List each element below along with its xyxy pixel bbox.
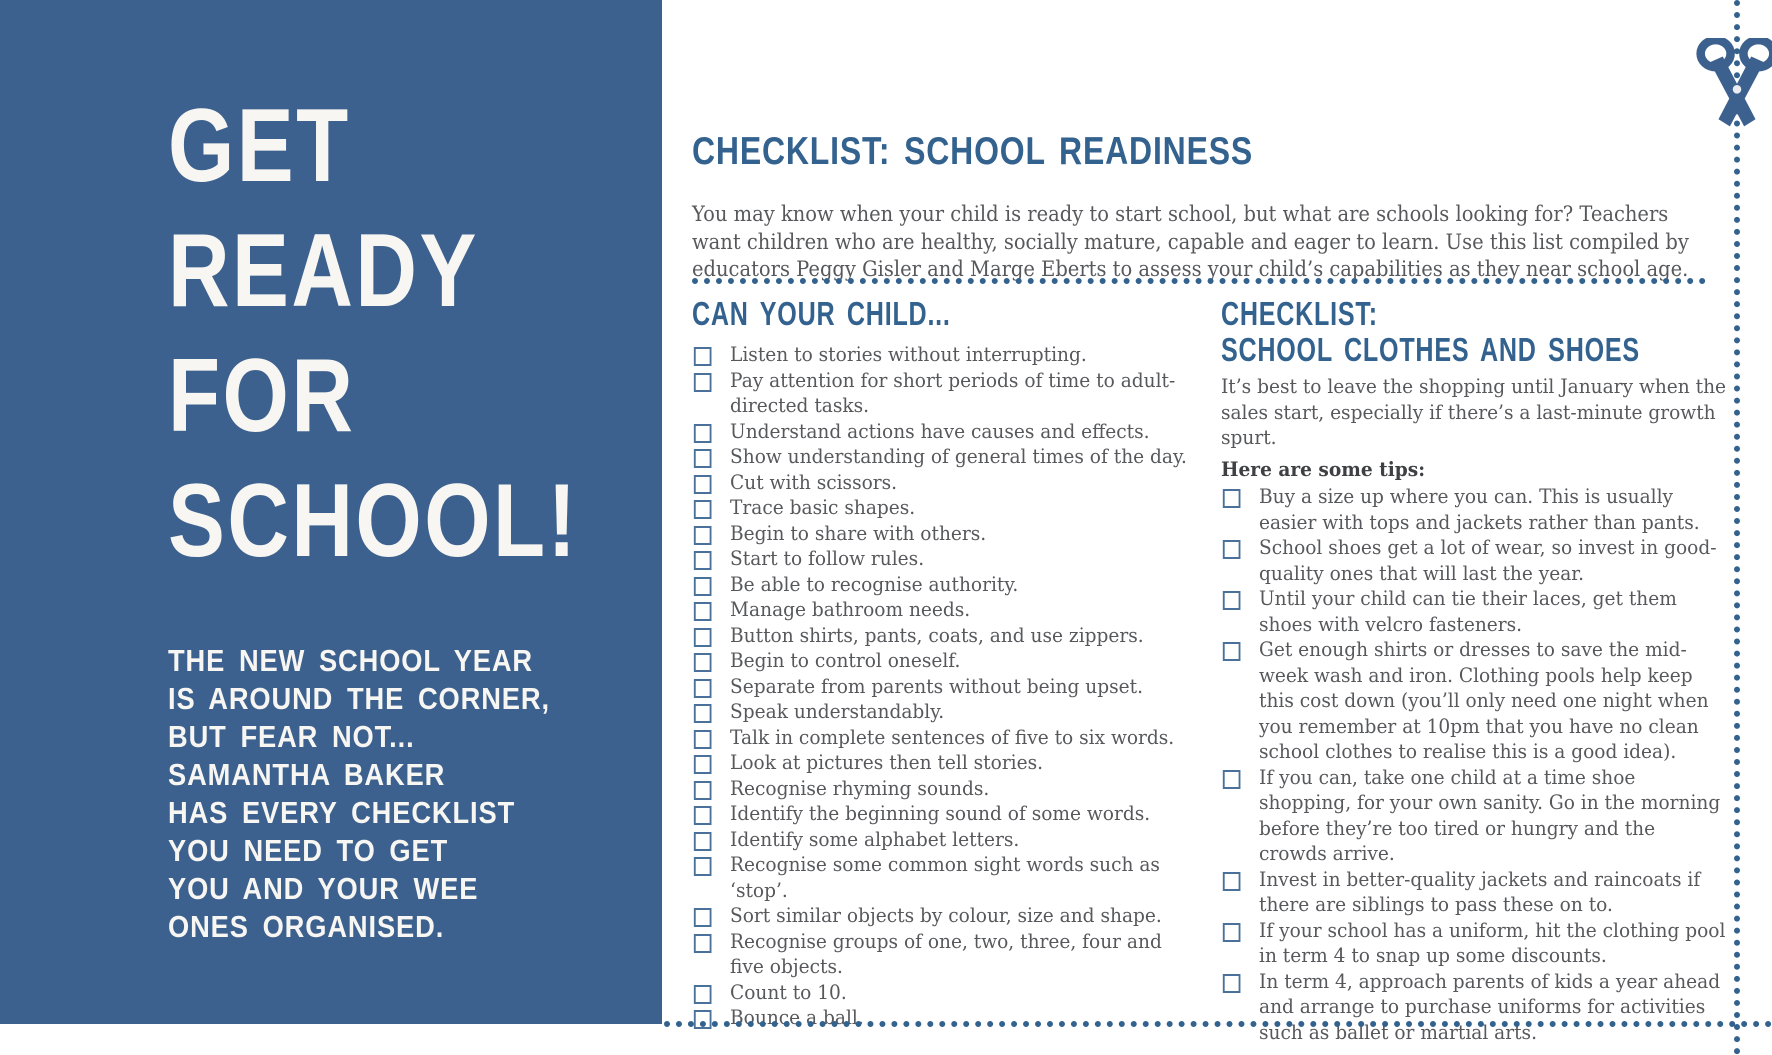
checkbox-icon[interactable] (1223, 974, 1241, 993)
checklist-item-label: Get enough shirts or dresses to save the mid-week wash and iron. Clothing pools help keep this cost down (you’ll only need one night when you remember at 10pm that you have no clean school clothes to realise this is a good idea). (1259, 637, 1709, 763)
checkbox-icon[interactable] (694, 373, 712, 392)
page-subtitle-line: YOU AND YOUR WEE (168, 871, 479, 906)
page-subtitle-line: HAS EVERY CHECKLIST (168, 795, 516, 830)
readiness-heading: CHECKLIST: SCHOOL READINESS (692, 130, 1254, 173)
checkbox-icon[interactable] (1223, 872, 1241, 891)
checklist-item-label: Count to 10. (730, 979, 847, 1004)
checkbox-icon[interactable] (1223, 540, 1241, 559)
checklist-item-label: Separate from parents without being upset. (730, 673, 1143, 698)
checkbox-icon[interactable] (694, 857, 712, 876)
cut-line-vertical (1734, 0, 1740, 1055)
checklist-item (692, 929, 1188, 980)
checklist-item (692, 827, 1188, 853)
checkbox-icon[interactable] (694, 449, 712, 468)
checklist-item-label: Pay attention for short periods of time to adult-directed tasks. (730, 367, 1176, 417)
checkbox-icon[interactable] (1223, 642, 1241, 661)
checklist-item-label: Start to follow rules. (730, 546, 925, 570)
checklist-item (1221, 586, 1727, 637)
checklist-item-label: Sort similar objects by colour, size and shape. (730, 903, 1162, 927)
clothes-column (1221, 296, 1727, 1045)
checklist-item-label: Look at pictures then tell stories. (730, 750, 1044, 774)
checklist-item-label: In term 4, approach parents of kids a year ahead and arrange to purchase uniforms for activities such as ballet or martial arts. (1259, 968, 1721, 1044)
checkbox-icon[interactable] (694, 475, 712, 494)
page-subtitle-line: BUT FEAR NOT... (168, 719, 415, 754)
can-your-child-column (692, 296, 1188, 1045)
checklist-item (692, 648, 1188, 674)
checklist-item (692, 368, 1188, 419)
checklist-item (692, 623, 1188, 649)
checkbox-icon[interactable] (694, 347, 712, 366)
page-subtitle-line: IS AROUND THE CORNER, (168, 681, 550, 716)
page-title-line: READY (168, 213, 479, 329)
checkbox-icon[interactable] (694, 781, 712, 800)
scissors-icon (1692, 38, 1772, 152)
checkbox-icon[interactable] (694, 832, 712, 851)
checklist-item-label: Be able to recognise authority. (730, 571, 1019, 596)
checkbox-icon[interactable] (694, 500, 712, 519)
checklist-item-label: If your school has a uniform, hit the clothing pool in term 4 to snap up some discounts. (1259, 917, 1726, 967)
checklist-item-label: Begin to control oneself. (730, 648, 961, 672)
checklist-item (1221, 484, 1727, 535)
checkbox-icon[interactable] (1223, 591, 1241, 610)
checklist-item-label: Speak understandably. (730, 699, 945, 723)
checklist-item-label: Button shirts, pants, coats, and use zippers. (730, 622, 1144, 647)
checkbox-icon[interactable] (694, 704, 712, 723)
checklist-item-label: Recognise some common sight words such as ‘stop’. (730, 852, 1160, 902)
checkbox-icon[interactable] (694, 934, 712, 953)
checklist-item (692, 470, 1188, 496)
checklist-item-label: Listen to stories without interrupting. (730, 342, 1087, 366)
checklist-item-label: Identify some alphabet letters. (730, 826, 1020, 851)
page-title-line: GET (168, 88, 351, 204)
clothes-intro: It’s best to leave the shopping until January when the sales start, especially if there’s a last-minute growth spurt. (1220, 374, 1727, 449)
checklist-item (692, 674, 1188, 700)
checkbox-icon[interactable] (1223, 923, 1241, 942)
checkbox-icon[interactable] (694, 551, 712, 570)
checklist-item (692, 521, 1188, 547)
checklist-item-label: School shoes get a lot of wear, so invest in good-quality ones that will last the year. (1259, 535, 1717, 585)
dotted-divider (692, 278, 1706, 284)
checklist-item-label: Recognise rhyming sounds. (730, 775, 990, 800)
checkbox-icon[interactable] (1223, 489, 1241, 508)
page-subtitle-line: SAMANTHA BAKER (168, 757, 446, 792)
checklist-item (692, 546, 1188, 572)
checklist-item (1221, 969, 1727, 1046)
checklist-item (1221, 637, 1727, 765)
checklist-item-label: Trace basic shapes. (730, 495, 916, 519)
checklist-item (692, 776, 1188, 802)
clothes-checklist (1221, 484, 1727, 1045)
checklist-item (692, 980, 1188, 1006)
page-title-line: FOR (168, 338, 356, 454)
checklist-item (692, 725, 1188, 751)
checklist-item (692, 495, 1188, 521)
checkbox-icon[interactable] (694, 755, 712, 774)
checklist-item-label: Show understanding of general times of the day. (730, 444, 1187, 468)
clothes-heading (1221, 296, 1727, 368)
checklist-item (692, 801, 1188, 827)
checklist-item (692, 750, 1188, 776)
checklist-item-label: Begin to share with others. (730, 520, 987, 545)
checklist-item (692, 852, 1188, 903)
content-area (692, 0, 1737, 1055)
tips-label: Here are some tips: (1220, 456, 1426, 481)
checkbox-icon[interactable] (694, 653, 712, 672)
can-your-child-heading: CAN YOUR CHILD... (692, 295, 951, 332)
checklist-item (1221, 918, 1727, 969)
checklist-item (692, 597, 1188, 623)
page-subtitle-line: THE NEW SCHOOL YEAR (168, 643, 534, 678)
checkbox-icon[interactable] (694, 526, 712, 545)
checklist-item (692, 699, 1188, 725)
checkbox-icon[interactable] (694, 628, 712, 647)
checkbox-icon[interactable] (694, 730, 712, 749)
checklist-item-label: Cut with scissors. (730, 469, 898, 494)
checkbox-icon[interactable] (694, 985, 712, 1004)
can-your-child-checklist (692, 342, 1188, 1031)
checklist-item-label: Buy a size up where you can. This is usually easier with tops and jackets rather than pants. (1259, 484, 1700, 534)
checklist-item-label: Invest in better-quality jackets and raincoats if there are siblings to pass these on to. (1259, 866, 1701, 916)
checklist-item-label: Manage bathroom needs. (730, 597, 971, 621)
checklist-item (1221, 535, 1727, 586)
checklist-item (692, 419, 1188, 445)
page-subtitle-line: YOU NEED TO GET (168, 833, 449, 868)
checkbox-icon[interactable] (1223, 770, 1241, 789)
left-panel (0, 0, 662, 1024)
checklist-item-label: Identify the beginning sound of some words. (730, 801, 1151, 825)
checklist-item-label: Talk in complete sentences of five to six words. (730, 724, 1175, 749)
checklist-item-label: If you can, take one child at a time shoe shopping, for your own sanity. Go in the morning before they’re too tired or hungry and the crowds arrive. (1259, 764, 1721, 865)
checkbox-icon[interactable] (694, 602, 712, 621)
checkbox-icon[interactable] (694, 679, 712, 698)
checklist-item (692, 903, 1188, 929)
cut-line-horizontal (664, 1021, 1772, 1027)
checklist-item-label: Understand actions have causes and effects. (730, 418, 1150, 443)
page-title-line: SCHOOL! (168, 463, 579, 579)
checkbox-icon[interactable] (694, 806, 712, 825)
checklist-item (692, 342, 1188, 368)
checklist-item-label: Until your child can tie their laces, get them shoes with velcro fasteners. (1259, 586, 1677, 636)
page-title (168, 84, 669, 584)
checkbox-icon[interactable] (694, 424, 712, 443)
checklist-item (1221, 765, 1727, 867)
checkbox-icon[interactable] (694, 908, 712, 927)
clothes-heading-line2: SCHOOL CLOTHES AND SHOES (1220, 331, 1640, 368)
page-subtitle (168, 642, 602, 946)
clothes-heading-line1: CHECKLIST: (1220, 295, 1378, 332)
readiness-intro: You may know when your child is ready to start school, but what are schools looking for? Teachers want children who are healthy, socially mature, capable and eager to learn. Use this list compiled by educators Peggy Gisler and Marge Eberts to assess your child’s capabilities as they near school age. (692, 202, 1689, 281)
checkbox-icon[interactable] (694, 577, 712, 596)
checklist-item (692, 444, 1188, 470)
checklist-item (692, 572, 1188, 598)
checklist-item-label: Bounce a ball. (730, 1005, 864, 1029)
checklist-item (1221, 867, 1727, 918)
page-subtitle-line: ONES ORGANISED. (168, 909, 445, 944)
checklist-item-label: Recognise groups of one, two, three, four and five objects. (730, 928, 1162, 978)
checklist-columns (692, 296, 1727, 1045)
